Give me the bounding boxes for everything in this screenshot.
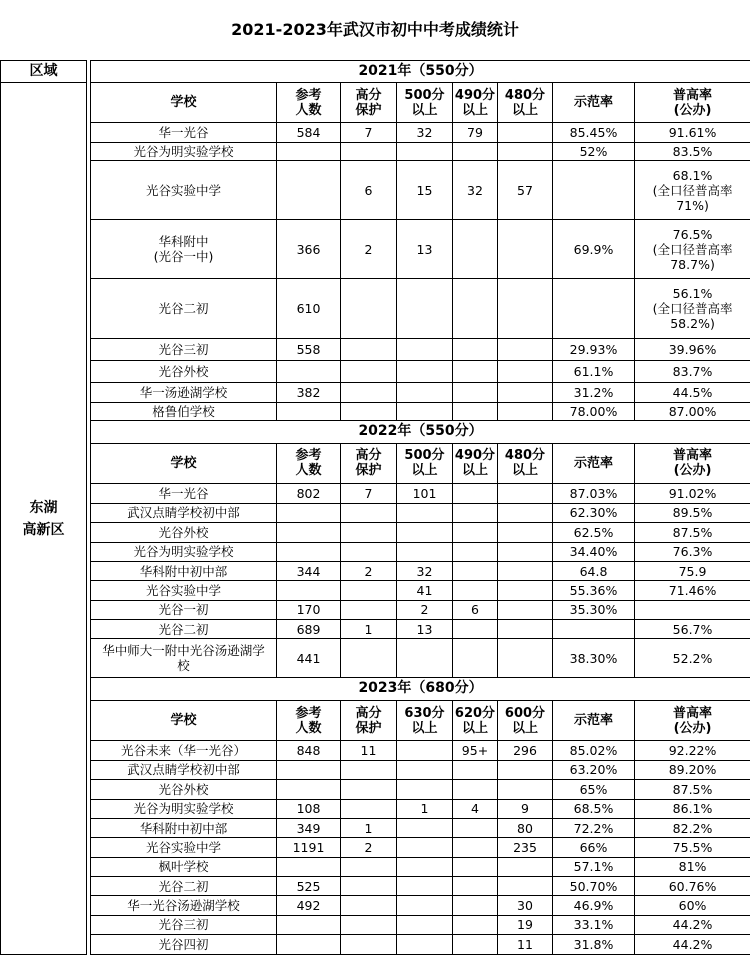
table-row [1, 383, 750, 402]
cell-participants: 525 [277, 877, 341, 896]
cell-high-school-rate: 92.22% [635, 741, 750, 760]
cell-score-band-1: 2 [397, 600, 453, 619]
cell-high-school-rate: 75.9 [635, 561, 750, 580]
cell-model-rate: 87.03% [553, 484, 635, 503]
cell-participants: 802 [277, 484, 341, 503]
column-header-high-score: 高分 保护 [341, 700, 397, 741]
cell-high-score [341, 760, 397, 779]
cell-score-band-2: 95+ [453, 741, 498, 760]
cell-school: 格鲁伯学校 [91, 402, 277, 420]
cell-high-school-rate: 81% [635, 857, 750, 876]
cell-school: 光谷外校 [91, 780, 277, 799]
cell-participants: 848 [277, 741, 341, 760]
cell-high-score [341, 799, 397, 818]
table-row [1, 160, 750, 219]
cell-model-rate: 35.30% [553, 600, 635, 619]
table-row [1, 360, 750, 382]
cell-high-score [341, 896, 397, 915]
column-header-high-school-rate: 普高率 (公办) [635, 700, 750, 741]
cell-score-band-2: 79 [453, 123, 498, 142]
cell-participants: 689 [277, 620, 341, 639]
cell-score-band-1: 101 [397, 484, 453, 503]
cell-score-band-2 [453, 760, 498, 779]
column-header-score-band-2: 490分 以上 [453, 443, 498, 484]
cell-score-band-1 [397, 818, 453, 837]
cell-school: 光谷二初 [91, 620, 277, 639]
cell-score-band-2 [453, 383, 498, 402]
cell-high-score: 1 [341, 818, 397, 837]
cell-score-band-3: 19 [498, 915, 553, 934]
table-row [1, 780, 750, 799]
cell-score-band-2 [453, 402, 498, 420]
cell-model-rate: 33.1% [553, 915, 635, 934]
cell-score-band-2 [453, 220, 498, 279]
cell-high-school-rate: 75.5% [635, 838, 750, 857]
table-row [1, 639, 750, 678]
cell-score-band-2 [453, 542, 498, 561]
cell-participants: 108 [277, 799, 341, 818]
cell-model-rate: 63.20% [553, 760, 635, 779]
cell-model-rate: 34.40% [553, 542, 635, 561]
region-name: 东湖 高新区 [1, 83, 87, 955]
cell-high-school-rate: 89.5% [635, 503, 750, 522]
cell-score-band-1 [397, 279, 453, 338]
cell-model-rate: 68.5% [553, 799, 635, 818]
cell-high-score [341, 915, 397, 934]
cell-model-rate: 29.93% [553, 338, 635, 360]
table-row [1, 799, 750, 818]
cell-score-band-1 [397, 857, 453, 876]
cell-score-band-3 [498, 338, 553, 360]
cell-score-band-3 [498, 600, 553, 619]
cell-score-band-1 [397, 402, 453, 420]
cell-model-rate: 66% [553, 838, 635, 857]
cell-score-band-1: 1 [397, 799, 453, 818]
cell-school: 光谷为明实验学校 [91, 142, 277, 160]
cell-high-school-rate: 76.3% [635, 542, 750, 561]
cell-score-band-2: 32 [453, 160, 498, 219]
region-header: 区域 [1, 61, 87, 83]
cell-score-band-2 [453, 360, 498, 382]
cell-high-school-rate: 86.1% [635, 799, 750, 818]
section-title: 2022年（550分） [91, 421, 750, 443]
cell-score-band-2 [453, 935, 498, 955]
cell-score-band-2 [453, 620, 498, 639]
cell-model-rate: 62.30% [553, 503, 635, 522]
cell-score-band-1 [397, 935, 453, 955]
cell-school: 光谷未来（华一光谷） [91, 741, 277, 760]
cell-high-school-rate: 56.7% [635, 620, 750, 639]
cell-high-score [341, 383, 397, 402]
cell-high-school-rate: 87.5% [635, 780, 750, 799]
cell-high-school-rate: 44.2% [635, 915, 750, 934]
cell-school: 武汉点睛学校初中部 [91, 503, 277, 522]
cell-score-band-1 [397, 383, 453, 402]
cell-score-band-2 [453, 523, 498, 542]
cell-score-band-3 [498, 503, 553, 522]
cell-score-band-2 [453, 877, 498, 896]
cell-participants: 492 [277, 896, 341, 915]
column-header-score-band-1: 500分 以上 [397, 83, 453, 123]
cell-high-score: 6 [341, 160, 397, 219]
table-row [1, 338, 750, 360]
cell-score-band-1: 13 [397, 620, 453, 639]
cell-score-band-3 [498, 780, 553, 799]
table-row [1, 123, 750, 142]
cell-high-score [341, 639, 397, 678]
cell-model-rate: 31.8% [553, 935, 635, 955]
table-row [1, 279, 750, 338]
cell-school: 华一光谷 [91, 484, 277, 503]
cell-participants [277, 935, 341, 955]
cell-score-band-1 [397, 915, 453, 934]
cell-score-band-1 [397, 338, 453, 360]
cell-high-school-rate: 60.76% [635, 877, 750, 896]
cell-school: 光谷四初 [91, 935, 277, 955]
cell-school: 华科附中初中部 [91, 818, 277, 837]
column-header-school: 学校 [91, 83, 277, 123]
cell-high-score [341, 581, 397, 600]
cell-score-band-3 [498, 360, 553, 382]
table-row [1, 503, 750, 522]
cell-score-band-3 [498, 760, 553, 779]
cell-high-score [341, 523, 397, 542]
cell-school: 枫叶学校 [91, 857, 277, 876]
cell-score-band-1 [397, 741, 453, 760]
cell-model-rate: 78.00% [553, 402, 635, 420]
column-header-model-rate: 示范率 [553, 443, 635, 484]
cell-model-rate: 62.5% [553, 523, 635, 542]
cell-participants: 382 [277, 383, 341, 402]
cell-participants [277, 581, 341, 600]
cell-high-score [341, 503, 397, 522]
cell-high-score: 1 [341, 620, 397, 639]
cell-high-school-rate: 44.5% [635, 383, 750, 402]
cell-high-score [341, 142, 397, 160]
cell-score-band-3 [498, 561, 553, 580]
cell-score-band-2 [453, 639, 498, 678]
cell-high-school-rate: 44.2% [635, 935, 750, 955]
cell-school: 光谷实验中学 [91, 838, 277, 857]
table-row [1, 600, 750, 619]
cell-model-rate: 65% [553, 780, 635, 799]
cell-school: 光谷外校 [91, 360, 277, 382]
cell-participants [277, 160, 341, 219]
cell-high-score [341, 857, 397, 876]
cell-score-band-2 [453, 915, 498, 934]
cell-score-band-2 [453, 780, 498, 799]
cell-participants [277, 503, 341, 522]
cell-high-school-rate: 56.1% (全口径普高率 58.2%) [635, 279, 750, 338]
cell-score-band-1: 13 [397, 220, 453, 279]
cell-score-band-3 [498, 279, 553, 338]
table-row [1, 896, 750, 915]
cell-score-band-3 [498, 402, 553, 420]
cell-school: 华一汤逊湖学校 [91, 383, 277, 402]
cell-high-score: 11 [341, 741, 397, 760]
cell-score-band-1: 41 [397, 581, 453, 600]
cell-school: 华一光谷 [91, 123, 277, 142]
cell-high-school-rate: 52.2% [635, 639, 750, 678]
cell-school: 华中师大一附中光谷汤逊湖学 校 [91, 639, 277, 678]
cell-score-band-1 [397, 523, 453, 542]
cell-model-rate: 50.70% [553, 877, 635, 896]
table-row [1, 402, 750, 420]
table-row [1, 484, 750, 503]
cell-participants: 558 [277, 338, 341, 360]
cell-high-score [341, 402, 397, 420]
table-row [1, 818, 750, 837]
cell-score-band-3: 80 [498, 818, 553, 837]
table-row [1, 561, 750, 580]
cell-participants [277, 857, 341, 876]
cell-score-band-3: 296 [498, 741, 553, 760]
column-header-school: 学校 [91, 700, 277, 741]
cell-participants [277, 402, 341, 420]
cell-score-band-3: 11 [498, 935, 553, 955]
cell-score-band-1: 32 [397, 561, 453, 580]
column-header-score-band-3: 480分 以上 [498, 83, 553, 123]
cell-participants [277, 360, 341, 382]
cell-high-score [341, 877, 397, 896]
column-header-score-band-2: 620分 以上 [453, 700, 498, 741]
cell-score-band-3 [498, 220, 553, 279]
cell-score-band-1 [397, 360, 453, 382]
column-header-score-band-3: 600分 以上 [498, 700, 553, 741]
cell-score-band-2 [453, 838, 498, 857]
cell-high-score: 7 [341, 123, 397, 142]
cell-school: 华科附中 (光谷一中) [91, 220, 277, 279]
cell-model-rate [553, 279, 635, 338]
cell-school: 光谷外校 [91, 523, 277, 542]
cell-score-band-2 [453, 279, 498, 338]
cell-score-band-3 [498, 123, 553, 142]
column-header-high-school-rate: 普高率 (公办) [635, 443, 750, 484]
cell-participants [277, 542, 341, 561]
cell-high-school-rate: 60% [635, 896, 750, 915]
section-title: 2023年（680分） [91, 678, 750, 700]
table-row [1, 220, 750, 279]
cell-score-band-3 [498, 581, 553, 600]
cell-school: 光谷实验中学 [91, 160, 277, 219]
cell-score-band-1 [397, 142, 453, 160]
score-table [0, 60, 750, 955]
cell-participants [277, 915, 341, 934]
cell-high-school-rate: 89.20% [635, 760, 750, 779]
cell-score-band-3: 57 [498, 160, 553, 219]
cell-school: 武汉点睛学校初中部 [91, 760, 277, 779]
cell-high-school-rate: 87.5% [635, 523, 750, 542]
column-header-high-score: 高分 保护 [341, 443, 397, 484]
column-header-participants: 参考 人数 [277, 83, 341, 123]
cell-high-score [341, 780, 397, 799]
column-header-score-band-3: 480分 以上 [498, 443, 553, 484]
cell-school: 光谷二初 [91, 877, 277, 896]
cell-high-score [341, 600, 397, 619]
cell-participants: 1191 [277, 838, 341, 857]
table-row [1, 915, 750, 934]
cell-high-school-rate: 68.1% (全口径普高率 71%) [635, 160, 750, 219]
cell-participants: 170 [277, 600, 341, 619]
cell-model-rate [553, 160, 635, 219]
section-title: 2021年（550分） [91, 61, 750, 83]
cell-school: 光谷二初 [91, 279, 277, 338]
cell-score-band-2: 6 [453, 600, 498, 619]
cell-high-school-rate: 71.46% [635, 581, 750, 600]
cell-participants: 584 [277, 123, 341, 142]
cell-score-band-1 [397, 780, 453, 799]
cell-score-band-3 [498, 542, 553, 561]
page-title: 2021-2023年武汉市初中中考成绩统计 [231, 20, 519, 39]
cell-score-band-2 [453, 581, 498, 600]
cell-score-band-3: 235 [498, 838, 553, 857]
cell-high-school-rate: 91.61% [635, 123, 750, 142]
cell-score-band-2 [453, 503, 498, 522]
cell-high-score [341, 279, 397, 338]
cell-high-score: 7 [341, 484, 397, 503]
cell-high-score [341, 338, 397, 360]
cell-high-school-rate: 87.00% [635, 402, 750, 420]
cell-score-band-2 [453, 338, 498, 360]
cell-high-school-rate: 76.5% (全口径普高率 78.7%) [635, 220, 750, 279]
cell-high-school-rate: 91.02% [635, 484, 750, 503]
cell-model-rate: 38.30% [553, 639, 635, 678]
cell-score-band-1 [397, 760, 453, 779]
column-header-score-band-2: 490分 以上 [453, 83, 498, 123]
cell-model-rate: 85.02% [553, 741, 635, 760]
cell-model-rate: 72.2% [553, 818, 635, 837]
cell-score-band-2: 4 [453, 799, 498, 818]
cell-high-score [341, 542, 397, 561]
cell-score-band-3 [498, 142, 553, 160]
cell-score-band-1 [397, 838, 453, 857]
cell-model-rate: 64.8 [553, 561, 635, 580]
cell-high-score [341, 360, 397, 382]
cell-score-band-3 [498, 857, 553, 876]
table-row [1, 838, 750, 857]
cell-model-rate: 52% [553, 142, 635, 160]
cell-participants: 610 [277, 279, 341, 338]
cell-high-score: 2 [341, 561, 397, 580]
cell-score-band-2 [453, 561, 498, 580]
table-row [1, 760, 750, 779]
column-header-model-rate: 示范率 [553, 700, 635, 741]
cell-score-band-1 [397, 639, 453, 678]
cell-participants: 441 [277, 639, 341, 678]
table-row [1, 741, 750, 760]
table-row [1, 935, 750, 955]
cell-school: 华科附中初中部 [91, 561, 277, 580]
cell-model-rate: 85.45% [553, 123, 635, 142]
table-row [1, 620, 750, 639]
cell-score-band-3 [498, 877, 553, 896]
cell-score-band-1 [397, 896, 453, 915]
cell-model-rate: 46.9% [553, 896, 635, 915]
cell-score-band-3 [498, 484, 553, 503]
table-row [1, 857, 750, 876]
cell-school: 光谷三初 [91, 915, 277, 934]
cell-high-school-rate: 82.2% [635, 818, 750, 837]
cell-model-rate: 69.9% [553, 220, 635, 279]
table-row [1, 581, 750, 600]
cell-score-band-3 [498, 639, 553, 678]
cell-school: 光谷一初 [91, 600, 277, 619]
cell-school: 光谷为明实验学校 [91, 542, 277, 561]
column-header-high-school-rate: 普高率 (公办) [635, 83, 750, 123]
cell-participants [277, 780, 341, 799]
cell-score-band-1 [397, 877, 453, 896]
cell-model-rate: 55.36% [553, 581, 635, 600]
cell-participants [277, 523, 341, 542]
cell-high-school-rate: 83.7% [635, 360, 750, 382]
cell-model-rate: 57.1% [553, 857, 635, 876]
cell-high-school-rate: 39.96% [635, 338, 750, 360]
cell-score-band-3: 9 [498, 799, 553, 818]
table-row [1, 877, 750, 896]
cell-score-band-2 [453, 818, 498, 837]
column-header-score-band-1: 630分 以上 [397, 700, 453, 741]
cell-participants [277, 760, 341, 779]
cell-school: 光谷三初 [91, 338, 277, 360]
cell-participants: 344 [277, 561, 341, 580]
cell-school: 华一光谷汤逊湖学校 [91, 896, 277, 915]
cell-score-band-2 [453, 896, 498, 915]
table-row [1, 542, 750, 561]
cell-high-school-rate: 83.5% [635, 142, 750, 160]
cell-participants: 349 [277, 818, 341, 837]
cell-model-rate: 31.2% [553, 383, 635, 402]
cell-score-band-2 [453, 142, 498, 160]
table-row [1, 523, 750, 542]
cell-high-score [341, 935, 397, 955]
cell-school: 光谷为明实验学校 [91, 799, 277, 818]
cell-model-rate [553, 620, 635, 639]
column-header-participants: 参考 人数 [277, 443, 341, 484]
cell-high-school-rate [635, 600, 750, 619]
column-header-participants: 参考 人数 [277, 700, 341, 741]
cell-score-band-3: 30 [498, 896, 553, 915]
cell-score-band-1: 32 [397, 123, 453, 142]
cell-score-band-3 [498, 523, 553, 542]
cell-score-band-1 [397, 542, 453, 561]
column-header-high-score: 高分 保护 [341, 83, 397, 123]
cell-model-rate: 61.1% [553, 360, 635, 382]
cell-high-score: 2 [341, 838, 397, 857]
column-header-school: 学校 [91, 443, 277, 484]
cell-score-band-2 [453, 857, 498, 876]
cell-high-score: 2 [341, 220, 397, 279]
cell-participants [277, 142, 341, 160]
cell-score-band-2 [453, 484, 498, 503]
column-header-score-band-1: 500分 以上 [397, 443, 453, 484]
cell-score-band-1 [397, 503, 453, 522]
table-row [1, 142, 750, 160]
cell-participants: 366 [277, 220, 341, 279]
cell-score-band-3 [498, 383, 553, 402]
cell-score-band-1: 15 [397, 160, 453, 219]
cell-score-band-3 [498, 620, 553, 639]
column-header-model-rate: 示范率 [553, 83, 635, 123]
cell-school: 光谷实验中学 [91, 581, 277, 600]
